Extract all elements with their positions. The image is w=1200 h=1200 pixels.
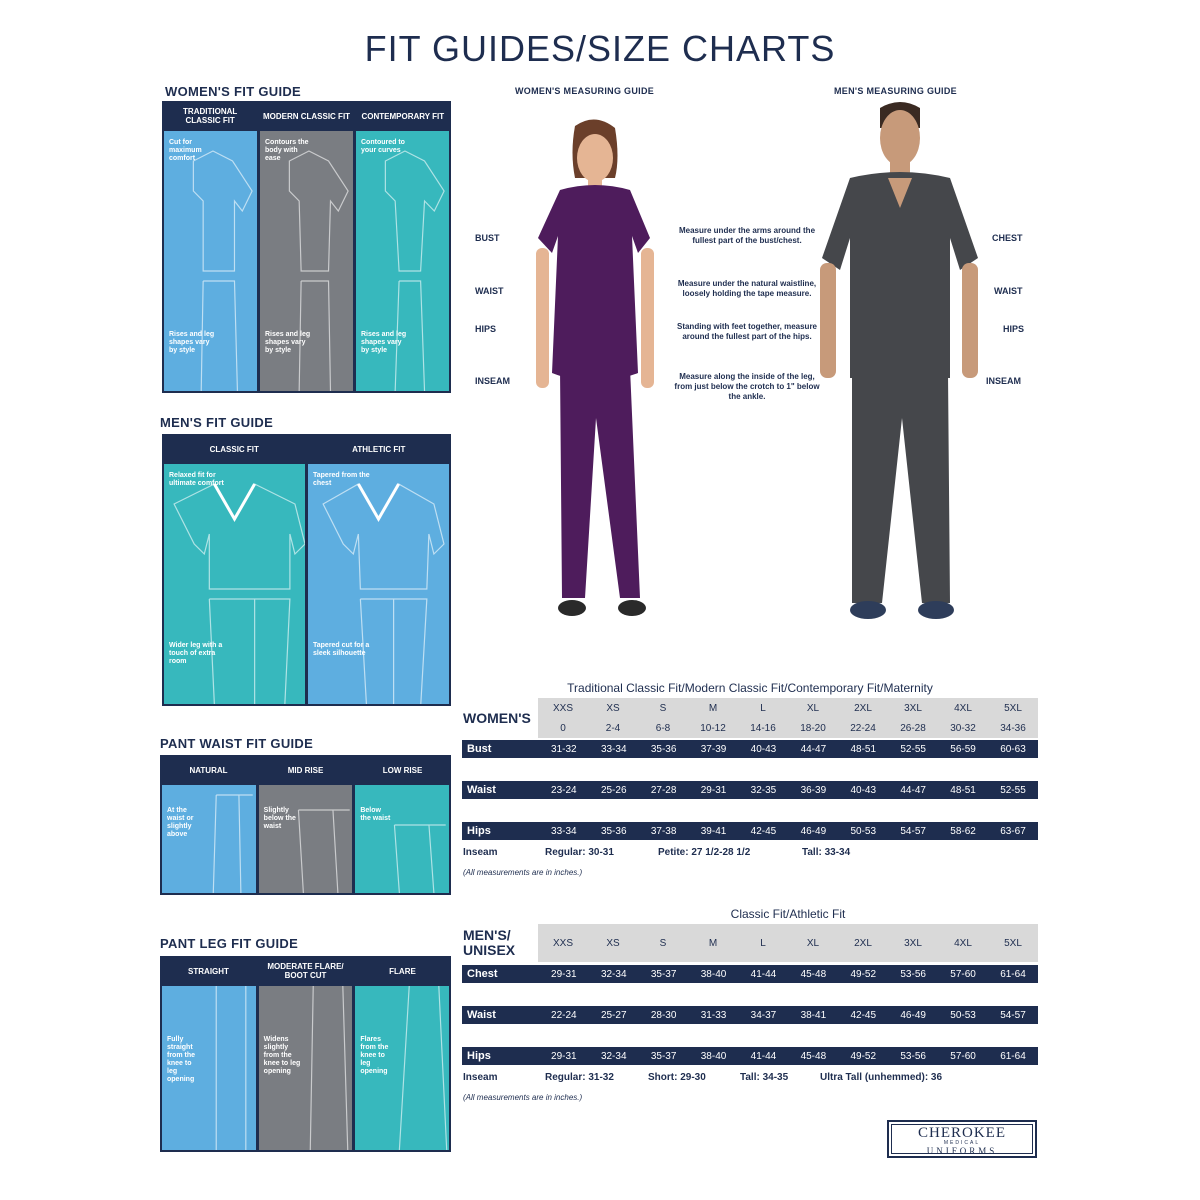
leg-description: Flares from the knee to leg opening <box>360 1036 389 1075</box>
value-cell: 35-36 <box>600 825 627 837</box>
leg-panel-flare <box>355 986 449 1150</box>
logo-subtitle: MEDICAL <box>943 1140 981 1146</box>
womens-table-note: (All measurements are in inches.) <box>463 868 583 877</box>
value-cell: 63-67 <box>1000 825 1026 837</box>
mens-fit-guide-title: MEN'S FIT GUIDE <box>160 415 274 430</box>
mens-inseam-ultra-tall: Ultra Tall (unhemmed): 36 <box>820 1072 943 1083</box>
fit-panel-modern <box>260 131 353 391</box>
value-cell: 38-41 <box>800 1009 827 1021</box>
value-cell: 32-34 <box>600 968 627 980</box>
size-cell: S <box>659 702 667 714</box>
leg-panel-straight <box>162 986 256 1150</box>
waist-panel-natural <box>162 785 256 893</box>
mens-row-hips <box>462 1047 1038 1065</box>
fit-column-header: CLASSIC FIT <box>209 444 259 454</box>
value-cell: 40-43 <box>850 784 877 796</box>
numeric-size-cell: 34-36 <box>1000 722 1026 734</box>
size-cell: 5XL <box>1004 702 1022 714</box>
fit-column-header: MODERN CLASSIC FIT <box>262 111 351 121</box>
size-cell: L <box>760 702 766 714</box>
womens-size-header <box>538 698 1038 738</box>
waist-description: Below the waist <box>360 807 391 822</box>
fit-description: Relaxed fit for ultimate comfort <box>169 472 224 487</box>
size-cell: M <box>708 937 718 949</box>
value-cell: 44-47 <box>900 784 926 796</box>
measure-instruction-bust: Measure under the arms around the fullest part of the bust/chest. <box>678 226 816 245</box>
value-cell: 49-52 <box>850 1050 877 1062</box>
value-cell: 25-26 <box>600 784 627 796</box>
value-cell: 32-34 <box>600 1050 627 1062</box>
scrub-outline-illustration <box>164 464 305 704</box>
womens-row-bust <box>462 740 1038 758</box>
measure-label-hips: HIPS <box>1003 324 1025 334</box>
size-cell: 4XL <box>954 937 972 949</box>
fit-description: Rises and leg shapes vary by style <box>265 331 311 354</box>
mens-measuring-guide-title: MEN'S MEASURING GUIDE <box>834 86 957 96</box>
pant-outline-illustration <box>162 785 256 893</box>
size-cell: 3XL <box>904 702 922 714</box>
size-cell: XXS <box>552 937 573 949</box>
size-cell: XL <box>806 937 820 949</box>
value-cell: 34-37 <box>750 1009 777 1021</box>
value-cell: 45-48 <box>800 968 827 980</box>
value-cell: 54-57 <box>900 825 926 837</box>
value-cell: 61-64 <box>1000 968 1026 980</box>
womens-inseam-regular: Regular: 30-31 <box>545 847 614 858</box>
value-cell: 53-56 <box>900 1050 926 1062</box>
logo-uniforms: UNIFORMS <box>926 1146 998 1156</box>
size-cell: S <box>659 937 667 949</box>
leg-description: Fully straight from the knee to leg opening <box>167 1036 195 1083</box>
mens-inseam-label: Inseam <box>463 1072 498 1083</box>
size-cell: XL <box>806 702 820 714</box>
waist-panel-low-rise <box>355 785 449 893</box>
mens-fit-guide <box>162 434 451 706</box>
fit-column-header: ATHLETIC FIT <box>352 444 406 454</box>
page-title: FIT GUIDES/SIZE CHARTS <box>364 28 836 69</box>
womens-row-hips <box>462 822 1038 840</box>
leg-column-header: MODERATE FLARE/ BOOT CUT <box>267 962 344 980</box>
measure-label-waist: WAIST <box>475 286 504 296</box>
value-cell: 36-39 <box>800 784 827 796</box>
measure-label-bust: BUST <box>475 233 500 243</box>
value-cell: 52-55 <box>900 743 926 755</box>
cherokee-logo <box>887 1120 1037 1158</box>
value-cell: 44-47 <box>800 743 827 755</box>
value-cell: 37-38 <box>650 825 677 837</box>
womens-row-waist <box>462 781 1038 799</box>
value-cell: 38-40 <box>700 1050 727 1062</box>
value-cell: 57-60 <box>950 1050 976 1062</box>
value-cell: 60-63 <box>1000 743 1026 755</box>
measure-label-waist: WAIST <box>994 286 1023 296</box>
row-label: Waist <box>467 1009 496 1021</box>
scrub-outline-illustration <box>308 464 449 704</box>
row-label: Hips <box>467 1050 491 1062</box>
fit-description: Tapered from the chest <box>313 472 370 487</box>
value-cell: 57-60 <box>950 968 976 980</box>
waist-column-header: MID RISE <box>287 765 324 775</box>
measure-label-inseam: INSEAM <box>986 376 1022 386</box>
leg-description: Widens slightly from the knee to leg opening <box>263 1036 301 1075</box>
fit-column-header: TRADITIONAL CLASSIC FIT <box>183 107 238 125</box>
size-cell: M <box>708 702 718 714</box>
fit-description: Cut for maximum comfort <box>169 139 202 162</box>
value-cell: 33-34 <box>551 825 577 837</box>
value-cell: 29-31 <box>551 968 577 980</box>
value-cell: 46-49 <box>900 1009 926 1021</box>
row-label: Bust <box>467 743 492 755</box>
fit-column-header: CONTEMPORARY FIT <box>361 111 445 121</box>
fit-description: Tapered cut for a sleek silhouette <box>313 642 370 657</box>
measure-label-inseam: INSEAM <box>475 376 511 386</box>
value-cell: 46-49 <box>800 825 827 837</box>
mens-inseam-tall: Tall: 34-35 <box>740 1072 789 1083</box>
size-cell: XXS <box>552 702 573 714</box>
man-model-image <box>810 98 990 626</box>
waist-column-header: NATURAL <box>189 765 228 775</box>
pant-leg-fit-guide-title: PANT LEG FIT GUIDE <box>160 936 299 951</box>
row-label: Chest <box>467 968 498 980</box>
fit-panel-athletic <box>308 464 449 704</box>
womens-table-caption: Traditional Classic Fit/Modern Classic Fit/Contemporary Fit/Maternity <box>567 681 933 695</box>
logo-brand: CHEROKEE <box>918 1125 1006 1141</box>
value-cell: 37-39 <box>700 743 727 755</box>
value-cell: 32-35 <box>750 784 777 796</box>
measure-instruction-inseam: Measure along the inside of the leg, from just below the crotch to 1" below the ankle. <box>674 372 820 401</box>
mens-table-label: MEN'S/ UNISEX <box>463 927 516 958</box>
mens-row-waist <box>462 1006 1038 1024</box>
womens-inseam-tall: Tall: 33-34 <box>802 847 851 858</box>
row-label: Waist <box>467 784 496 796</box>
value-cell: 35-37 <box>650 968 677 980</box>
womens-measuring-guide-title: WOMEN'S MEASURING GUIDE <box>515 86 655 96</box>
size-cell: 2XL <box>854 702 872 714</box>
measure-label-hips: HIPS <box>475 324 497 334</box>
numeric-size-cell: 0 <box>560 722 566 734</box>
value-cell: 56-59 <box>950 743 976 755</box>
numeric-size-cell: 14-16 <box>750 722 776 734</box>
mens-inseam-short: Short: 29-30 <box>648 1072 706 1083</box>
mens-inseam-regular: Regular: 31-32 <box>545 1072 614 1083</box>
mens-row-chest <box>462 965 1038 983</box>
waist-description: At the waist or slightly above <box>167 807 194 838</box>
value-cell: 49-52 <box>850 968 877 980</box>
value-cell: 29-31 <box>551 1050 577 1062</box>
value-cell: 54-57 <box>1000 1009 1026 1021</box>
mens-table-note: (All measurements are in inches.) <box>463 1093 583 1102</box>
value-cell: 38-40 <box>700 968 727 980</box>
woman-model-image <box>520 118 670 623</box>
size-cell: XS <box>606 702 620 714</box>
womens-fit-guide <box>162 101 451 393</box>
fit-description: Contours the body with ease <box>265 139 309 162</box>
leg-column-header: FLARE <box>389 966 416 976</box>
measure-instruction-waist: Measure under the natural waistline, loosely holding the tape measure. <box>677 279 817 298</box>
womens-inseam-petite: Petite: 27 1/2-28 1/2 <box>658 847 751 858</box>
numeric-size-cell: 6-8 <box>655 722 671 734</box>
size-cell: 5XL <box>1004 937 1022 949</box>
value-cell: 28-30 <box>650 1009 677 1021</box>
value-cell: 41-44 <box>750 1050 777 1062</box>
value-cell: 50-53 <box>950 1009 976 1021</box>
value-cell: 27-28 <box>650 784 677 796</box>
mens-table-caption: Classic Fit/Athletic Fit <box>730 907 846 921</box>
measure-instruction-hips: Standing with feet together, measure around the fullest part of the hips. <box>676 322 818 341</box>
pant-outline-illustration <box>259 785 353 893</box>
leg-panel-boot-cut <box>259 986 353 1150</box>
fit-description: Contoured to your curves <box>361 139 405 154</box>
size-cell: 4XL <box>954 702 972 714</box>
pant-outline-illustration <box>355 785 449 893</box>
value-cell: 40-43 <box>750 743 777 755</box>
value-cell: 31-33 <box>700 1009 727 1021</box>
value-cell: 22-24 <box>551 1009 577 1021</box>
numeric-size-cell: 26-28 <box>900 722 926 734</box>
value-cell: 42-45 <box>750 825 777 837</box>
fit-description: Rises and leg shapes vary by style <box>361 331 407 354</box>
fit-panel-contemporary <box>356 131 449 391</box>
value-cell: 42-45 <box>850 1009 877 1021</box>
womens-fit-guide-title: WOMEN'S FIT GUIDE <box>165 84 302 99</box>
value-cell: 61-64 <box>1000 1050 1026 1062</box>
value-cell: 48-51 <box>850 743 877 755</box>
row-label: Hips <box>467 825 491 837</box>
size-cell: L <box>760 937 766 949</box>
value-cell: 35-37 <box>650 1050 677 1062</box>
womens-table-label: WOMEN'S <box>463 710 531 726</box>
fit-panel-classic <box>164 464 305 704</box>
value-cell: 50-53 <box>850 825 877 837</box>
size-cell: XS <box>606 937 620 949</box>
value-cell: 41-44 <box>750 968 777 980</box>
pant-waist-fit-guide-title: PANT WAIST FIT GUIDE <box>160 736 314 751</box>
pant-waist-fit-guide <box>160 755 451 895</box>
value-cell: 53-56 <box>900 968 926 980</box>
value-cell: 31-32 <box>551 743 577 755</box>
size-cell: 3XL <box>904 937 922 949</box>
value-cell: 58-62 <box>950 825 976 837</box>
mens-size-header <box>538 924 1038 962</box>
value-cell: 23-24 <box>551 784 577 796</box>
waist-panel-mid-rise <box>259 785 353 893</box>
waist-description: Slightly below the waist <box>263 807 296 830</box>
fit-panel-traditional <box>164 131 257 391</box>
numeric-size-cell: 30-32 <box>950 722 976 734</box>
value-cell: 25-27 <box>600 1009 627 1021</box>
value-cell: 52-55 <box>1000 784 1026 796</box>
value-cell: 48-51 <box>950 784 976 796</box>
pant-leg-fit-guide <box>160 956 451 1152</box>
size-cell: 2XL <box>854 937 872 949</box>
numeric-size-cell: 22-24 <box>850 722 876 734</box>
fit-description: Rises and leg shapes vary by style <box>169 331 215 354</box>
numeric-size-cell: 18-20 <box>800 722 826 734</box>
waist-column-header: LOW RISE <box>382 765 423 775</box>
value-cell: 45-48 <box>800 1050 827 1062</box>
womens-inseam-label: Inseam <box>463 847 498 858</box>
value-cell: 35-36 <box>650 743 677 755</box>
numeric-size-cell: 10-12 <box>700 722 726 734</box>
value-cell: 29-31 <box>700 784 727 796</box>
fit-description: Wider leg with a touch of extra room <box>169 642 223 665</box>
numeric-size-cell: 2-4 <box>605 722 621 734</box>
value-cell: 33-34 <box>600 743 627 755</box>
leg-column-header: STRAIGHT <box>188 966 229 976</box>
measure-label-chest: CHEST <box>992 233 1023 243</box>
value-cell: 39-41 <box>700 825 727 837</box>
